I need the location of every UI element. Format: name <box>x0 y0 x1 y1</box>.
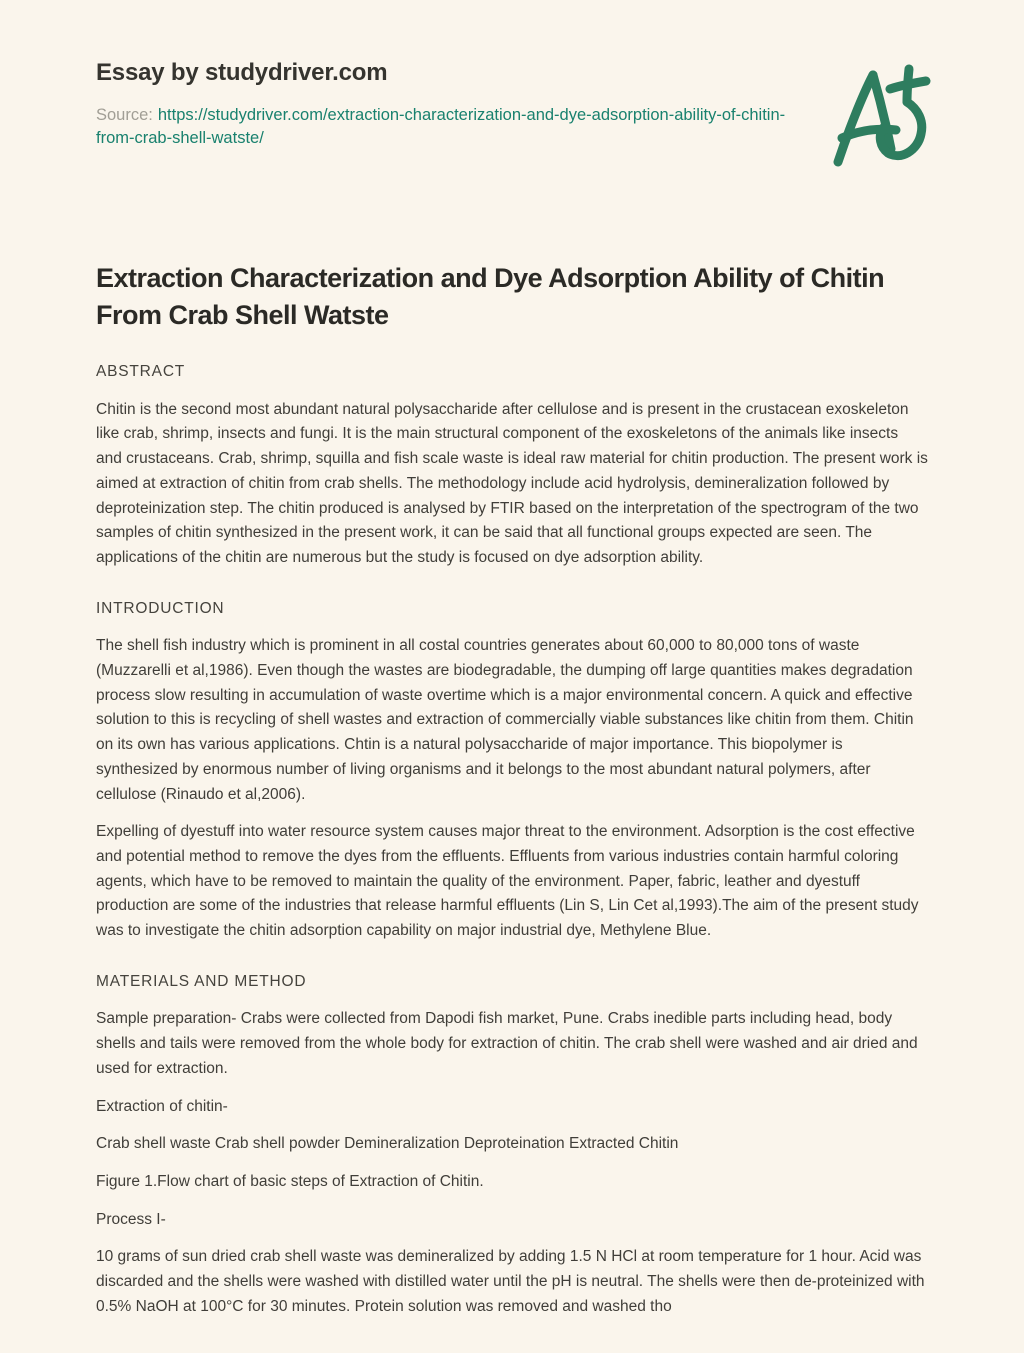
source-url-link[interactable]: https://studydriver.com/extraction-characterization-and-dye-adsorption-ability-of-chitin-from-crab-shell-watste/ <box>96 106 786 147</box>
essay-body <box>96 260 928 1320</box>
abstract-heading: ABSTRACT <box>96 363 186 380</box>
essay-title: Extraction Characterization and Dye Adsorption Ability of Chitin From Crab Shell Watste <box>96 263 885 330</box>
studydriver-logo <box>828 62 932 174</box>
header-title: Essay by studydriver.com <box>96 59 388 86</box>
materials-and-method-heading: MATERIALS AND METHOD <box>96 972 307 990</box>
flowchart-steps-line: Crab shell waste Crab shell powder Demineralization Deproteination Extracted Chitin <box>96 1135 679 1153</box>
source-label: Source: <box>96 106 153 124</box>
introduction-heading: INTRODUCTION <box>96 599 225 617</box>
introduction-paragraph-2: Expelling of dyestuff into water resource system causes major threat to the environment. Adsorption is the cost effective and potential method to remove the dyes from the effluents. Effluents from various industries contain harmful coloring agents, which have to be removed to maintain the quality of the environment. Paper, fabric, leather and dyestuff production are some of the industries that release harmful effluents (Lin S, Lin Cet al,1993).The aim of the present study was to investigate the chitin adsorption capability on major industrial dye, Methylene Blue. <box>96 823 919 940</box>
abstract-paragraph: Chitin is the second most abundant natural polysaccharide after cellulose and is present in the crustacean exoskeleton like crab, shrimp, insects and fungi. It is the main structural component of the exoskeletons of the animals like insects and crustaceans. Crab, shrimp, squilla and fish scale waste is ideal raw material for chitin production. The present work is aimed at extraction of chitin from crab shells. The methodology include acid hydrolysis, demineralization followed by deproteinization step. The chitin produced is analysed by FTIR based on the interpretation of the spectrogram of the two samples of chitin synthesized in the present work, it can be said that all functional groups expected are seen. The applications of the chitin are numerous but the study is focused on dye adsorption ability. <box>96 400 928 566</box>
sample-preparation-paragraph: Sample preparation- Crabs were collected from Dapodi fish market, Pune. Crabs inedible parts including head, body shells and tails were removed from the whole body for extraction of chitin. The crab shell were washed and air dried and used for extraction. <box>96 1010 918 1077</box>
introduction-paragraph-1: The shell fish industry which is prominent in all costal countries generates about 60,000 to 80,000 tons of waste (Muzzarelli et al,1986). Even though the wastes are biodegradable, the dumping off large quantities makes degradation process slow resulting in accumulation of waste overtime which is a major environmental concern. A quick and effective solution to this is recycling of shell wastes and extraction of commercially viable substances like chitin from them. Chitin on its own has various applications. Chtin is a natural polysaccharide of major importance. This biopolymer is synthesized by enormous number of living organisms and it belongs to the most abundant natural polymers, after cellulose (Rinaudo et al,2006). <box>96 637 914 803</box>
document-header <box>96 58 928 150</box>
process-1-label: Process I- <box>96 1210 166 1228</box>
process-1-paragraph: 10 grams of sun dried crab shell waste was demineralized by adding 1.5 N HCl at room temperature for 1 hour. Acid was discarded and the shells were washed with distilled water until the pH is neutral. The shells were then de-proteinized with 0.5% NaOH at 100°C for 30 minutes. Protein solution was removed and washed tho <box>96 1248 925 1315</box>
figure-1-caption: Figure 1.Flow chart of basic steps of Extraction of Chitin. <box>96 1172 484 1190</box>
a-plus-logo-icon <box>828 62 932 174</box>
extraction-of-chitin-label: Extraction of chitin- <box>96 1097 228 1115</box>
source-line <box>96 104 806 150</box>
